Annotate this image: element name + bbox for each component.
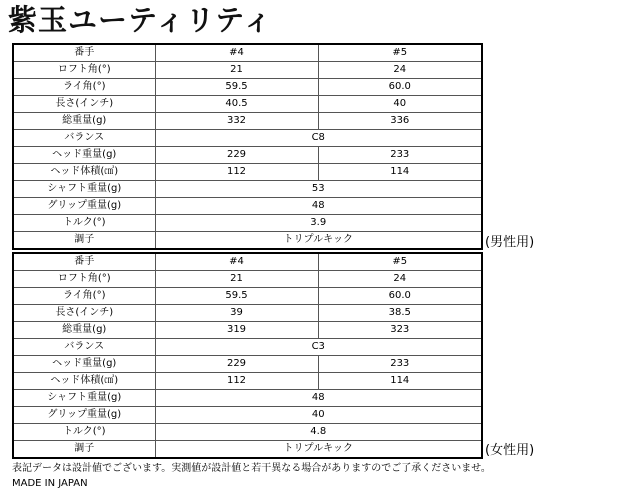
spec-value: 39 — [155, 305, 318, 322]
spec-row — [13, 305, 482, 322]
spec-value: 60.0 — [318, 79, 482, 96]
spec-value: 114 — [318, 164, 482, 181]
spec-label: ヘッド重量(g) — [13, 356, 155, 373]
spec-value-shared: トリプルキック — [155, 232, 482, 250]
spec-label: ライ角(°) — [13, 79, 155, 96]
spec-value: 24 — [318, 271, 482, 288]
spec-value: 40 — [318, 96, 482, 113]
page-title: 紫玉ユーティリティ — [8, 3, 273, 37]
spec-row — [13, 390, 482, 407]
spec-label: バランス — [13, 339, 155, 356]
spec-value: #5 — [318, 44, 482, 62]
spec-label: ライ角(°) — [13, 288, 155, 305]
spec-value: #4 — [155, 253, 318, 271]
spec-value: 229 — [155, 147, 318, 164]
spec-value: 40.5 — [155, 96, 318, 113]
spec-value: 38.5 — [318, 305, 482, 322]
spec-value: 323 — [318, 322, 482, 339]
spec-value: 21 — [155, 271, 318, 288]
spec-value-shared: C3 — [155, 339, 482, 356]
spec-value: 59.5 — [155, 288, 318, 305]
spec-value: 24 — [318, 62, 482, 79]
spec-value: 112 — [155, 373, 318, 390]
spec-value-shared: トリプルキック — [155, 441, 482, 459]
spec-label: ロフト角(°) — [13, 62, 155, 79]
womens-spec-table — [12, 252, 483, 459]
spec-row — [13, 424, 482, 441]
spec-label: ヘッド重量(g) — [13, 147, 155, 164]
spec-row — [13, 322, 482, 339]
spec-row — [13, 356, 482, 373]
spec-value: #5 — [318, 253, 482, 271]
spec-row — [13, 62, 482, 79]
spec-row — [13, 79, 482, 96]
spec-row — [13, 253, 482, 271]
spec-row — [13, 373, 482, 390]
spec-label: トルク(°) — [13, 215, 155, 232]
spec-row — [13, 96, 482, 113]
spec-value: 112 — [155, 164, 318, 181]
spec-label: 番手 — [13, 44, 155, 62]
spec-row — [13, 288, 482, 305]
spec-label: 総重量(g) — [13, 322, 155, 339]
spec-value: 21 — [155, 62, 318, 79]
spec-value-shared: 4.8 — [155, 424, 482, 441]
spec-label: ヘッド体積(㎤) — [13, 373, 155, 390]
spec-value-shared: C8 — [155, 130, 482, 147]
spec-row — [13, 147, 482, 164]
mens-label: (男性用) — [485, 235, 535, 250]
design-value-note: 表記データは設計値でございます。実測値が設計値と若干異なる場合がありますのでご了承くださいませ。 — [12, 463, 491, 474]
spec-label: 調子 — [13, 232, 155, 250]
spec-label: 調子 — [13, 441, 155, 459]
spec-row — [13, 339, 482, 356]
spec-label: ロフト角(°) — [13, 271, 155, 288]
spec-label: 番手 — [13, 253, 155, 271]
spec-value-shared: 48 — [155, 198, 482, 215]
spec-value: #4 — [155, 44, 318, 62]
spec-row — [13, 407, 482, 424]
spec-label: 長さ(インチ) — [13, 305, 155, 322]
spec-label: 総重量(g) — [13, 113, 155, 130]
womens-label: (女性用) — [485, 443, 535, 458]
spec-value-shared: 53 — [155, 181, 482, 198]
spec-value: 229 — [155, 356, 318, 373]
spec-label: グリップ重量(g) — [13, 198, 155, 215]
spec-row — [13, 164, 482, 181]
spec-label: グリップ重量(g) — [13, 407, 155, 424]
spec-value: 59.5 — [155, 79, 318, 96]
spec-label: ヘッド体積(㎤) — [13, 164, 155, 181]
spec-value: 336 — [318, 113, 482, 130]
spec-row — [13, 198, 482, 215]
spec-value-shared: 3.9 — [155, 215, 482, 232]
spec-row — [13, 271, 482, 288]
spec-row — [13, 215, 482, 232]
spec-value: 319 — [155, 322, 318, 339]
spec-row — [13, 113, 482, 130]
spec-row — [13, 130, 482, 147]
spec-label: シャフト重量(g) — [13, 181, 155, 198]
origin-label: MADE IN JAPAN — [12, 478, 88, 489]
spec-row — [13, 232, 482, 250]
spec-value: 114 — [318, 373, 482, 390]
spec-value: 60.0 — [318, 288, 482, 305]
spec-label: 長さ(インチ) — [13, 96, 155, 113]
mens-spec-table — [12, 43, 483, 250]
spec-value: 233 — [318, 356, 482, 373]
spec-label: シャフト重量(g) — [13, 390, 155, 407]
spec-label: バランス — [13, 130, 155, 147]
spec-value: 233 — [318, 147, 482, 164]
spec-value-shared: 48 — [155, 390, 482, 407]
spec-row — [13, 441, 482, 459]
spec-label: トルク(°) — [13, 424, 155, 441]
spec-row — [13, 44, 482, 62]
spec-value: 332 — [155, 113, 318, 130]
spec-row — [13, 181, 482, 198]
spec-value-shared: 40 — [155, 407, 482, 424]
